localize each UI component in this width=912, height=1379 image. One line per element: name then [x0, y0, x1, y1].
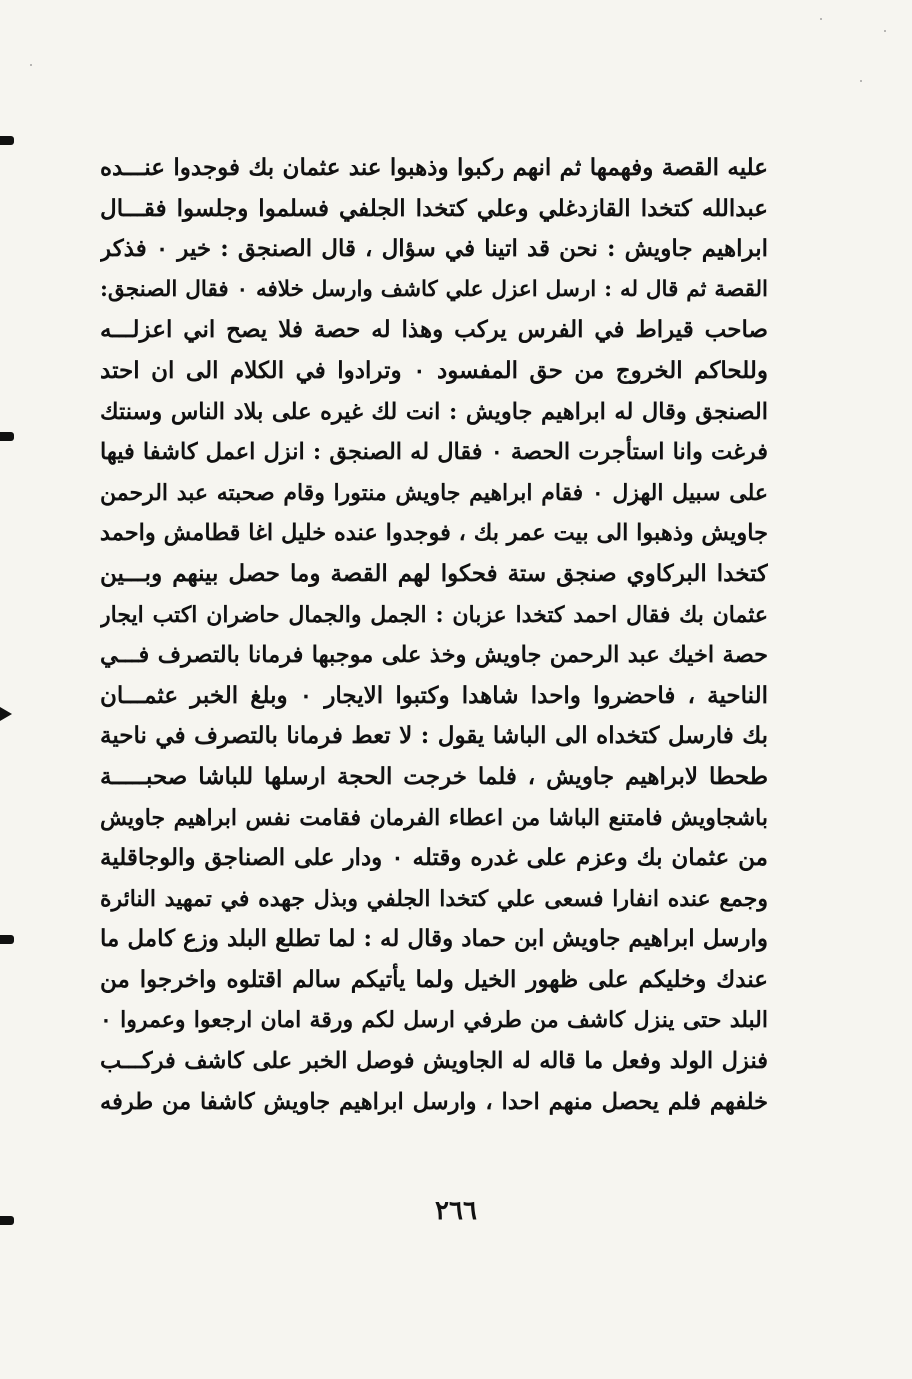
scan-speck	[860, 80, 862, 82]
scan-speck	[884, 30, 886, 32]
text-line: وارسل ابراهيم جاويش ابن حماد وقال له : لما تطلع البلد وزع كامل ما	[100, 925, 768, 953]
margin-arrow-mark	[0, 707, 12, 721]
text-line: فنزل الولد وفعل ما قاله له الجاويش فوصل الخبر على كاشف فركـــب	[100, 1048, 768, 1075]
text-line: حصة اخيك عبد الرحمن جاويش وخذ على موجبها فرمانا بالتصرف فـــي	[100, 642, 768, 669]
text-line: البلد حتى ينزل كاشف من طرفي ارسل لكم ورقة امان ارجعوا وعمروا ٠	[100, 1007, 768, 1034]
text-line: بك فارسل كتخداه الى الباشا يقول : لا تعط فرمانا بالتصرف في ناحية	[100, 722, 768, 750]
scan-speck	[30, 64, 32, 66]
text-line: من عثمان بك وعزم على غدره وقتله ٠ ودار على الصناجق والوجاقلية	[100, 844, 768, 872]
text-line: الصنجق وقال له ابراهيم جاويش : انت لك غيره على بلاد الناس وسنتك	[100, 398, 768, 425]
body-text	[100, 148, 768, 1122]
text-line: عليه القصة وفهمها ثم انهم ركبوا وذهبوا عند عثمان بك فوجدوا عنـــده	[100, 154, 768, 181]
page-number: ٢٦٦	[435, 1196, 477, 1226]
text-line: صاحب قيراط في الفرس يركب وهذا له حصة فلا يصح اني اعزلـــه	[100, 316, 768, 344]
text-line: القصة ثم قال له : ارسل اعزل علي كاشف وارسل خلافه ٠ فقال الصنجق:	[100, 276, 768, 302]
text-line: فرغت وانا استأجرت الحصة ٠ فقال له الصنجق : انزل اعمل كاشفا فيها	[100, 439, 768, 466]
margin-mark	[0, 432, 14, 441]
text-line: على سبيل الهزل ٠ فقام ابراهيم جاويش منتورا وقام صحبته عبد الرحمن	[100, 479, 768, 506]
text-line: طحطا لابراهيم جاويش ، فلما خرجت الحجة ارسلها للباشا صحبـــــة	[100, 762, 768, 790]
text-line: كتخدا البركاوي صنجق ستة فحكوا لهم القصة وما حصل بينهم وبـــين	[100, 559, 768, 587]
text-line: الناحية ، فاحضروا واحدا شاهدا وكتبوا الايجار ٠ وبلغ الخبر عثمـــان	[100, 681, 768, 709]
text-line: باشجاويش فامتنع الباشا من اعطاء الفرمان فقامت نفس ابراهيم جاويش	[100, 804, 768, 831]
margin-mark	[0, 935, 14, 944]
text-line: عبدالله كتخدا القازدغلي وعلي كتخدا الجلفي فسلموا وجلسوا فقـــال	[100, 194, 768, 222]
text-line: وللحاكم الخروج من حق المفسود ٠ وترادوا في الكلام الى ان احتد	[100, 356, 768, 384]
text-line: عندك وخليكم على ظهور الخيل ولما يأتيكم سالم اقتلوه واخرجوا من	[100, 965, 768, 993]
text-line: عثمان بك فقال احمد كتخدا عزبان : الجمل والجمال حاضران اكتب ايجار	[100, 601, 768, 628]
margin-mark	[0, 136, 14, 145]
scan-speck	[820, 18, 822, 20]
text-line: جاويش وذهبوا الى بيت عمر بك ، فوجدوا عنده خليل اغا قطامش واحمد	[100, 520, 768, 547]
text-line: ابراهيم جاويش : نحن قد اتينا في سؤال ، قال الصنجق : خير ٠ فذكر	[100, 235, 768, 263]
text-line: وجمع عنده انفارا فسعى علي كتخدا الجلفي وبذل جهده في تمهيد النائرة	[100, 885, 768, 912]
text-line: خلفهم فلم يحصل منهم احدا ، وارسل ابراهيم جاويش كاشفا من طرفه	[100, 1088, 768, 1115]
